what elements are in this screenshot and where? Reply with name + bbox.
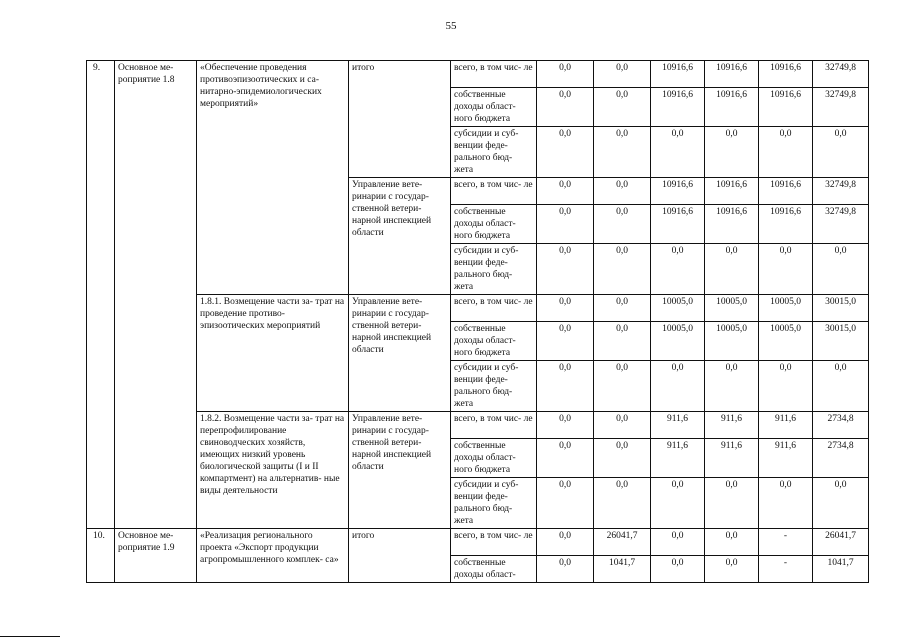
value-cell: 10005,0 bbox=[705, 295, 759, 322]
funding-source: всего, в том чис- ле bbox=[451, 412, 537, 439]
value-cell: 0,0 bbox=[651, 244, 705, 295]
value-cell: 10916,6 bbox=[651, 178, 705, 205]
table-row bbox=[87, 61, 869, 88]
value-cell: 0,0 bbox=[537, 88, 594, 127]
value-cell: 0,0 bbox=[651, 556, 705, 583]
value-cell: 0,0 bbox=[537, 478, 594, 529]
value-cell: 32749,8 bbox=[813, 88, 869, 127]
value-cell: 911,6 bbox=[759, 439, 813, 478]
measure-name: «Обеспечение проведения противоэпизоотических и са- нитарно-эпидемиологических мероприятий» bbox=[197, 61, 349, 295]
value-cell: 0,0 bbox=[651, 127, 705, 178]
value-cell: 0,0 bbox=[594, 361, 651, 412]
value-cell: 0,0 bbox=[537, 439, 594, 478]
funding-source: всего, в том чис- ле bbox=[451, 529, 537, 556]
value-cell: 30015,0 bbox=[813, 295, 869, 322]
value-cell: 10916,6 bbox=[705, 88, 759, 127]
funding-source: субсидии и суб- венции феде- рального бюд- жета bbox=[451, 244, 537, 295]
value-cell: 0,0 bbox=[537, 295, 594, 322]
row-number: 9. bbox=[87, 61, 115, 529]
value-cell: 0,0 bbox=[537, 412, 594, 439]
measure-name: 1.8.1. Возмещение части за- трат на проведение противо- эпизоотических мероприятий bbox=[197, 295, 349, 412]
value-cell: 0,0 bbox=[705, 244, 759, 295]
funding-source: собственные доходы област- bbox=[451, 556, 537, 583]
value-cell: 0,0 bbox=[537, 178, 594, 205]
row-number: 10. bbox=[87, 529, 115, 583]
value-cell: - bbox=[759, 529, 813, 556]
value-cell: 10916,6 bbox=[651, 88, 705, 127]
value-cell: 0,0 bbox=[594, 61, 651, 88]
value-cell: 0,0 bbox=[651, 478, 705, 529]
value-cell: 10916,6 bbox=[759, 178, 813, 205]
value-cell: 0,0 bbox=[537, 127, 594, 178]
value-cell: 10005,0 bbox=[759, 295, 813, 322]
value-cell: 10916,6 bbox=[705, 205, 759, 244]
event-name: Основное ме- роприятие 1.9 bbox=[115, 529, 197, 583]
value-cell: 0,0 bbox=[537, 205, 594, 244]
value-cell: 1041,7 bbox=[813, 556, 869, 583]
budget-table bbox=[86, 60, 869, 583]
value-cell: 32749,8 bbox=[813, 61, 869, 88]
value-cell: 0,0 bbox=[594, 412, 651, 439]
value-cell: 26041,7 bbox=[813, 529, 869, 556]
funding-source: субсидии и суб- венции феде- рального бюд- жета bbox=[451, 361, 537, 412]
value-cell: 32749,8 bbox=[813, 205, 869, 244]
funding-source: собственные доходы област- ного бюджета bbox=[451, 88, 537, 127]
value-cell: 0,0 bbox=[651, 529, 705, 556]
value-cell: 911,6 bbox=[705, 412, 759, 439]
executor: Управление вете- ринарии с государ- ственной ветери- нарной инспекцией области bbox=[349, 178, 451, 295]
value-cell: 0,0 bbox=[537, 361, 594, 412]
value-cell: 0,0 bbox=[813, 244, 869, 295]
value-cell: 10916,6 bbox=[759, 61, 813, 88]
value-cell: 10005,0 bbox=[651, 322, 705, 361]
funding-source: субсидии и суб- венции феде- рального бюд- жета bbox=[451, 127, 537, 178]
value-cell: 32749,8 bbox=[813, 178, 869, 205]
value-cell: 0,0 bbox=[813, 127, 869, 178]
value-cell: 0,0 bbox=[594, 88, 651, 127]
value-cell: 0,0 bbox=[594, 127, 651, 178]
value-cell: 0,0 bbox=[537, 556, 594, 583]
value-cell: 10916,6 bbox=[759, 205, 813, 244]
value-cell: 0,0 bbox=[594, 178, 651, 205]
executor: итого bbox=[349, 529, 451, 583]
value-cell: 0,0 bbox=[705, 478, 759, 529]
value-cell: - bbox=[759, 556, 813, 583]
value-cell: 10005,0 bbox=[759, 322, 813, 361]
value-cell: 0,0 bbox=[705, 361, 759, 412]
value-cell: 10005,0 bbox=[705, 322, 759, 361]
table-row bbox=[87, 529, 869, 556]
executor: Управление вете- ринарии с государ- ственной ветери- нарной инспекцией области bbox=[349, 412, 451, 529]
value-cell: 0,0 bbox=[594, 439, 651, 478]
value-cell: 1041,7 bbox=[594, 556, 651, 583]
value-cell: 10916,6 bbox=[705, 61, 759, 88]
value-cell: 911,6 bbox=[651, 412, 705, 439]
value-cell: 10916,6 bbox=[651, 205, 705, 244]
value-cell: 911,6 bbox=[705, 439, 759, 478]
value-cell: 10005,0 bbox=[651, 295, 705, 322]
value-cell: 0,0 bbox=[759, 361, 813, 412]
value-cell: 0,0 bbox=[705, 127, 759, 178]
value-cell: 0,0 bbox=[537, 322, 594, 361]
value-cell: 0,0 bbox=[759, 244, 813, 295]
funding-source: собственные доходы област- ного бюджета bbox=[451, 322, 537, 361]
value-cell: 0,0 bbox=[594, 244, 651, 295]
value-cell: 0,0 bbox=[537, 529, 594, 556]
value-cell: 911,6 bbox=[759, 412, 813, 439]
value-cell: 0,0 bbox=[813, 478, 869, 529]
margin-rule bbox=[0, 636, 60, 637]
value-cell: 0,0 bbox=[594, 205, 651, 244]
value-cell: 26041,7 bbox=[594, 529, 651, 556]
value-cell: 10916,6 bbox=[651, 61, 705, 88]
table-row bbox=[87, 295, 869, 322]
value-cell: 10916,6 bbox=[705, 178, 759, 205]
funding-source: всего, в том чис- ле bbox=[451, 61, 537, 88]
value-cell: 2734,8 bbox=[813, 439, 869, 478]
measure-name: «Реализация регионального проекта «Экспорт продукции агропромышленного комплек- са» bbox=[197, 529, 349, 583]
event-name: Основное ме- роприятие 1.8 bbox=[115, 61, 197, 529]
funding-source: всего, в том чис- ле bbox=[451, 295, 537, 322]
value-cell: 0,0 bbox=[594, 322, 651, 361]
value-cell: 0,0 bbox=[759, 478, 813, 529]
funding-source: субсидии и суб- венции феде- рального бюд- жета bbox=[451, 478, 537, 529]
executor: итого bbox=[349, 61, 451, 178]
value-cell: 911,6 bbox=[651, 439, 705, 478]
value-cell: 0,0 bbox=[537, 244, 594, 295]
value-cell: 0,0 bbox=[594, 295, 651, 322]
value-cell: 0,0 bbox=[594, 478, 651, 529]
value-cell: 0,0 bbox=[759, 127, 813, 178]
funding-source: всего, в том чис- ле bbox=[451, 178, 537, 205]
funding-source: собственные доходы област- ного бюджета bbox=[451, 439, 537, 478]
funding-source: собственные доходы област- ного бюджета bbox=[451, 205, 537, 244]
value-cell: 30015,0 bbox=[813, 322, 869, 361]
value-cell: 0,0 bbox=[705, 556, 759, 583]
value-cell: 10916,6 bbox=[759, 88, 813, 127]
budget-table-wrapper bbox=[86, 60, 868, 583]
value-cell: 0,0 bbox=[651, 361, 705, 412]
value-cell: 0,0 bbox=[813, 361, 869, 412]
measure-name: 1.8.2. Возмещение части за- трат на перепрофилирование свиноводческих хозяйств, имеющих низкий уровень биологической защиты (I и II компартмент) на альтернатив- ные виды деятельности bbox=[197, 412, 349, 529]
table-row bbox=[87, 412, 869, 439]
value-cell: 0,0 bbox=[705, 529, 759, 556]
value-cell: 2734,8 bbox=[813, 412, 869, 439]
page-number: 55 bbox=[445, 20, 457, 32]
value-cell: 0,0 bbox=[537, 61, 594, 88]
executor: Управление вете- ринарии с государ- ственной ветери- нарной инспекцией области bbox=[349, 295, 451, 412]
